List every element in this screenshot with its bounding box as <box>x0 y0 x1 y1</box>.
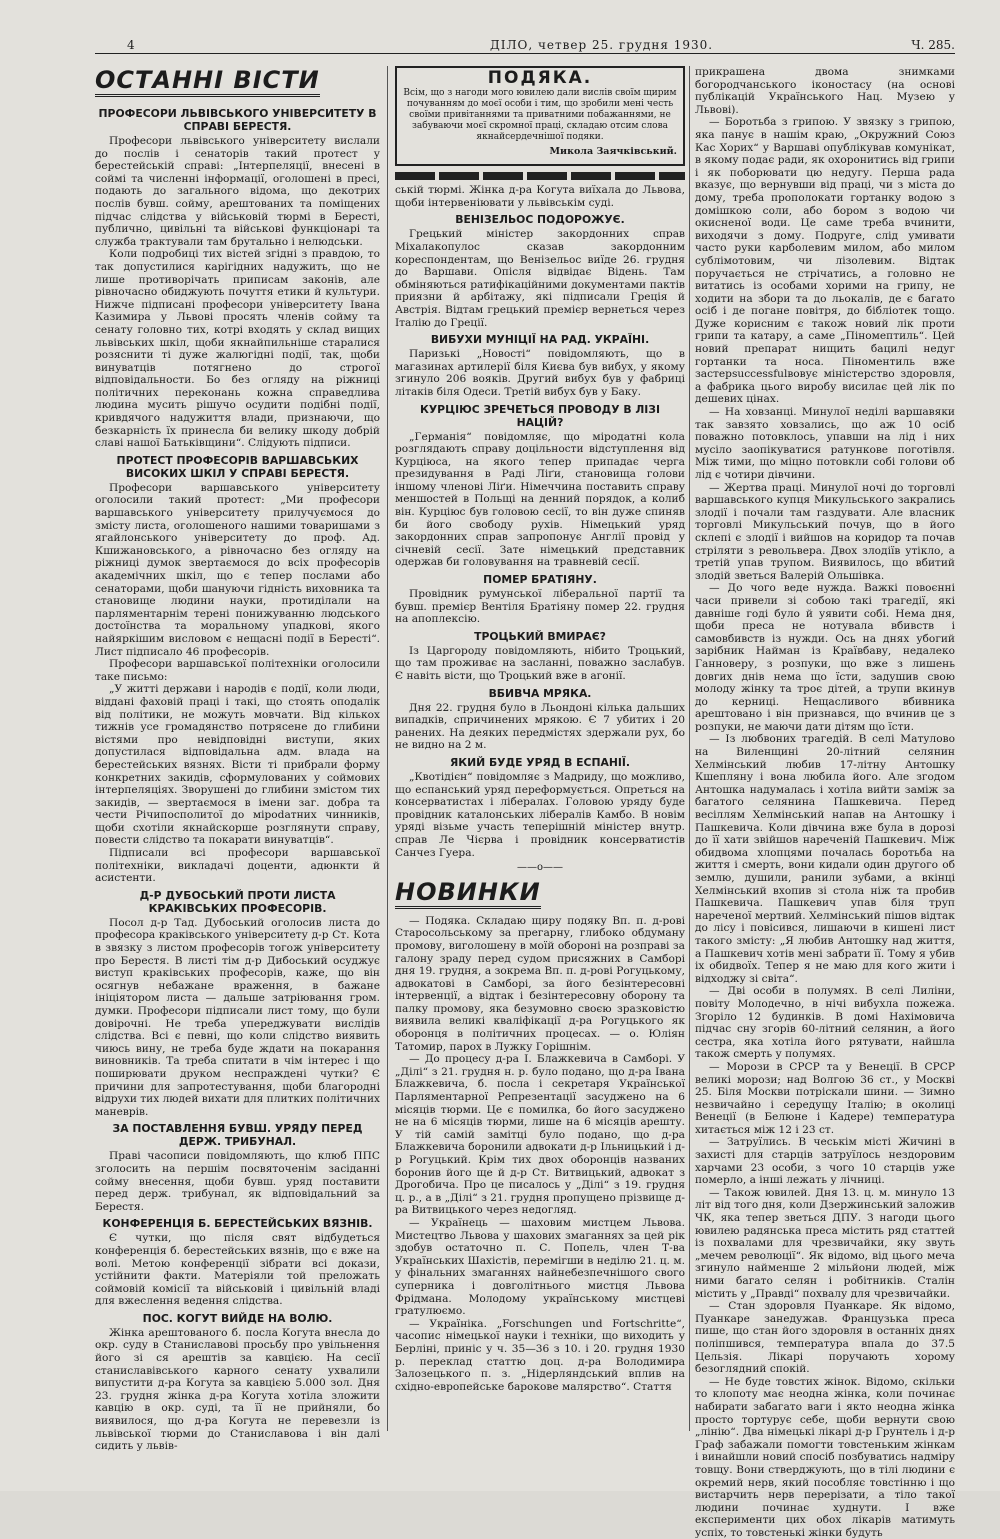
news-item: — Жертва праці. Минулої ночі до торговлі варшавського купця Микульського закрались злодії і почали там газдувати. Але власник торговлі Микульський почув, що в його склепі є злодії і вийшов на коридор та почав стріляти з револьвера. Двох злодіїв утікло, а третій упав трупом. Виявилось, що вбитий злодій зветься Валерій Ольшівка. <box>695 481 955 582</box>
news-item: прикрашена двома знимками богородчанського іконостасу (на основі публікацій Українського Нац. Музею у Львові). <box>695 66 955 116</box>
article-paragraph: ській тюрмі. Жінка д-ра Когута виїхала до Львова, щоби інтервеніювати у львівськім суді. <box>395 184 685 209</box>
news-item: — До процесу д-ра І. Блажкевича в Самборі. У „Ділі“ з 21. грудня н. р. було подано, що д-ра Івана Блажкевича, б. посла і секретаря Української Парляментарної Репрезентації засуджено на 6 місяців тюрми. Це є помилка, бо його засуджено не на 6 місяців тюрми, лише на 6 місяців арешту. У тій самій замітці було подано, що д-ра Блажкевича боронили адвокати д-р Ільницький і д-р Рогуцький. Крім тих двох оборонців названих боронив його ще й д-р Ст. Витвицький, адвокат з Дрогобича. Про це писалось у „Ділі“ з 19. грудня ц. р., а в „Ділі“ з 21. грудня пропущено прізвище д-ра Витвицького через недогляд. <box>395 1053 685 1217</box>
article-paragraph: Професори варшавського університету оголосили такий протест: „Ми професори варшавського університету прилучуємося до змісту листа, оголошеного нашими товаришами з ягайлонського університету до проф. Ад. Кшижановського, а рівночасно без огляду на ріжниці думок звертаємося до всіх професорів академічних шкіл, що є тепер послами або сенаторами, щоби шануючи гідність виховника та становище людини науки, протиділали на парляментарнім терені понижуванню людського достоїнства та моральному упадкові, якого найяркішим висловом є нещасні події в Бересті“. Лист підписало 46 професорів. <box>95 481 380 658</box>
article-paragraph: „У житті держави і народів є події, коли люди, віддані фаховій праці і такі, що стоять оподалік від політики, не можуть мовчати. Від кількох тижнів усе громадянство потрясене до глибини вістями про невідповідні виступи, яких допустилася відповідальна адм. влада на берестейських вязнях. Вісти ті прибрали форму конкретних закидів, сформулованих у соймових інтерпеляціях. Зворушені до глибини змістом тих закидів, — звертаємося в імени заг. добра та чести Річипосполитої до мірodатних чинників, щоби схотіли якнайскорше розглянути справу, повести слідство та покарати винуватців“. <box>95 683 380 847</box>
news-item: — Стан здоровля Пуанкаре. Як відомо, Пуанкаре занедужав. Французька преса пише, що стан його здоровля в останніх днях поліпшився, температура впала до 37.5 Цельзія. Лікарі поручають хорому безоглядний спокій. <box>695 1300 955 1376</box>
thanks-title: ПОДЯКА. <box>487 68 593 88</box>
article-paragraph: Професори львівського університету вислали до послів і сенаторів такий протест у берестейській справі: „Інтерпеляції, внесені в соймі та численні інформації, оголошені в пресі, подають до загального відома, що декотрих послів бувш. сойму, арештованих та поміщених підчас слідства у військовій тюрмі в Бересті, публично, цивільні та військові функціонарі та служба трактували там брутально і нелюдськи. <box>95 135 380 248</box>
article-heading: ПОС. КОГУТ ВИЙДЕ НА ВОЛЮ. <box>142 1311 333 1325</box>
column-2 <box>395 66 685 1431</box>
article-paragraph: Професори варшавської політехніки оголосили таке письмо: <box>95 658 380 683</box>
page-number: 4 <box>127 38 135 52</box>
news-item: — Боротьба з грипою. У звязку з грипою, яка панує в нашім краю, „Окружний Союз Кас Хорих“ у Варшаві опублікував комунікат, в якому подає ради, як охоронитись від грипи і як поборювати цю недугу. Перша рада вказує, що вернувши від праці, чи з міста до дому, треба прополокати гортанку водою з домішкою соли, або бором з водою чи окисненої води. Це саме треба вчинити, виходячи з дому. Подруге, слід умивати часто руки карболевим милом, або милом сублімотовим, чи лізолевим. Відтак поручається не стрічатись, а головно не витатись із особами хорими на грипу, не ходити на збори та до льокалів, де є багато осіб і де погане повітря, до бібліотек тощо. Дуже корисним є також новий лік проти грипи та катару, а саме „Піномептиль“. Цей новий препарат нищить бацилі недуг гортанки та носа. Піноментиль вже застерsuccessfulвовує міністерство здоровля, а фабрика цього виробу висилає цей лік по дешевих цінах. <box>695 116 955 406</box>
article-heading: Д-Р ДУБОСЬКИЙ ПРОТИ ЛИСТА КРАКІВСЬКИХ ПРОФЕСОРІВ. <box>139 888 336 915</box>
column-1 <box>95 66 380 1453</box>
article-paragraph: Із Царгороду повідомляють, нібито Троцький, що там проживає на засланні, поважно заслабув. Є навіть вісти, що Троцький вже в агонії. <box>395 644 685 682</box>
article-paragraph: Провідник румунської ліберальної партії та бувш. премієр Вентіля Братіяну помер 22. грудня на апоплексію. <box>395 588 685 626</box>
news-item: — Українець — шаховим мистцем Львова. Мистецтво Львова у шахових змаганнях за цей рік здобув остаточно п. С. Попель, член Т-ва Українських Шахістів, перемігши в неділю 21. ц. м. у фінальних змаганнях найнебезпечнішого свого суперника і довголітнього мистця Львова Фрідмана. Молодому українському мистцеві гратулюємо. <box>395 1216 685 1318</box>
decorative-divider <box>395 172 685 180</box>
section-separator: ——o—— <box>516 862 564 874</box>
article-paragraph: „Германія“ повідомляє, що міродатні кола розглядають справу доцільности відступлення від Курціюса, на якого тепер припадає черга президування в Раді Ліґи, становища голови іншому членові Ліґи. Німеччина поставить справу меншостей в Польщі на денний порядок, а колиб він. Курціюс був головою сесії, то він дуже спиняв би його свободу рухів. Німецький уряд закордонних справ запропонує Англії провід у січневій сесії. Зате німецький представник одержав би головування на травневій сесії. <box>395 430 685 569</box>
article-heading: ПРОТЕСТ ПРОФЕСОРІВ ВАРШАВСЬКИХ ВИСОКИХ ШКІЛ У СПРАВІ БЕРЕСТЯ. <box>116 453 359 480</box>
article-paragraph: Дня 22. грудня було в Льондоні кілька дальших випадків, спричинених мрякою. Є 7 убитих і 20 ранених. На деяких передмістях здержали рух, бо не видно на 2 м. <box>395 701 685 752</box>
article-heading: ВИБУХИ МУНІЦІЇ НА РАД. УКРАЇНІ. <box>430 333 650 347</box>
thanks-notice-box <box>395 66 685 166</box>
article-paragraph: Праві часописи повідомляють, що клюб ППС зголосить на першім посвяточенім засіданні сойму внесення, щоби бувш. уряд поставити перед держ. трибунал, як відповідальний за Берестя. <box>95 1150 380 1213</box>
masthead-date: ДІЛО, четвер 25. грудня 1930. <box>490 38 714 52</box>
article-heading: ТРОЦЬКИЙ ВМИРАЄ? <box>474 629 606 643</box>
article-paragraph: Є чутки, що після свят відбудеться конференція б. берестейських вязнів, що є вже на волі. Метою конференції зібрати всі докази, устійнити факти. Матеріяли той преложать соймовій комісії та військовій і цивільній владі для вжеслення ведення слідства. <box>95 1232 380 1308</box>
article-paragraph: Грецький міністер закордонних справ Міхалакопулос сказав закордонним кореспондентам, що Венізельос виїде 26. грудня до Варшави. Опісля відвідає Відень. Там обміняються ратифікаційними документами пактів приязни й арбітажу, які підписали Греція й Австрія. Відтам грецький премієр вернеться через Італію до Греції. <box>395 228 685 329</box>
article-paragraph: Паризькі „Новості“ повідомляють, що в магазинах артилерії біля Києва був вибух, у якому згинуло 206 вояків. Другий вибух був у фабриці літаків біля Одеси. Третій вибух був у Баку. <box>395 348 685 398</box>
news-item: — Також ювилей. Дня 13. ц. м. минуло 13 літ від того дня, коли Дзержинський заложив ЧК, яка тепер зветься ДПУ. З нагоди цього ювилею радянська преса містить ряд статтей із похвалами для чрезвичайки, яку звуть „мечем революції“. Як відомо, від цього меча згинуло найменше 2 мільйони людей, між ними багато селян і робітників. Сталін містить у „Правді“ похвалу для чрезвичайки. <box>695 1186 955 1300</box>
thanks-text: Всім, що з нагоди мого ювилею дали вислів своїм щирим почуванням до моєї особи і тим, що зробили мені честь своїми привітаннями та приватними побажаннями, не забуваючи моєї скромної праці, складаю отсим слова якнайсердечнішої подяки. <box>403 87 677 142</box>
news-item: — Дві особи в полумях. В селі Лиліни, повіту Молодечно, в нічі вибухла пожежа. Згоріло 12 будинків. В домі Нахімовича підчас сну згорів 60-літний селянин, а його сестра, яка хотіла його рятувати, найшла також смерть у полумях. <box>695 985 955 1061</box>
section-banner-latest-news: ОСТАННІ ВІСТИ <box>95 66 320 97</box>
article-heading: ВЕНІЗЕЛЬОС ПОДОРОЖУЄ. <box>455 213 625 227</box>
column-divider <box>387 66 388 1431</box>
news-item: — На ховзанці. Минулої неділі варшавяки так завзято ховзались, що аж 10 осіб поважно потовклось, упавши на лід і них мусіло заопікуватися ратункове поготівля. Між тими, що міцно потовкли собі голови об лід є чотири дівчини. <box>695 406 955 481</box>
article-heading: ПРОФЕСОРИ ЛЬВІВСЬКОГО УНІВЕРСИТЕТУ В СПРАВІ БЕРЕСТЯ. <box>98 107 377 133</box>
news-item: — Не буде товстих жінок. Відомо, скільки то клопоту має неодна жінка, коли починає набирати забагато ваги і якто неодна жінка просто тортурує себе, щоби вернути свою „лінію“. Два німецькі лікарі д-р Грунтель і д-р Граф забажали помогти товстеньким жінкам і винайшли новий спосіб позбуватись надміру товщу. Вони стверджують, що в тілі людини є окремий нерв, який пособляє товстінню і що вистарчить нерв перерізати, а тіло такої людини починає худнути. І вже експерименти цих обох лікарів матимуть успіх, то товстенькі жінки будуть <box>695 1375 955 1539</box>
issue-number: Ч. 285. <box>911 38 955 52</box>
header-rule <box>95 53 955 54</box>
article-heading: ЯКИЙ БУДЕ УРЯД В ЕСПАНІЇ. <box>449 755 631 769</box>
news-item: — До чого веде нужда. Важкі повоєнні часи привели зі собою такі трагедії, які давніше годі було й уявити собі. Нема дня, щоби преса не нотувала вбивств і самовбивств із нужди. Ось на днях убогий зарібник Найман із Краївбаву, недалеко Ганноверу, з розпуки, що вже з лишень довгих днів нема що їсти, задушив свою молоду жінку та троє дітей, а трупи вкинув до керниці. Нещасливого вбивника арештовано і він признався, що вчинив це з розпуки, не маючи дати дітям що їсти. <box>695 582 955 733</box>
article-paragraph: „Квотідієн“ повідомляє з Мадриду, що можливо, що еспанський уряд переформується. Опреться на консерватистах і лібералах. Головою уряду буде провідник каталонських лібералів Камбо. В новім уряді візьме участь теперішній міністер внутр. справ Ле Чієрва і провідник консерватистів Санчез Гуера. <box>395 770 685 859</box>
article-heading: КУРЦІЮС ЗРЕЧЕТЬСЯ ПРОВОДУ В ЛІЗІ НАЦІЙ? <box>420 402 660 429</box>
section-banner-news: НОВИНКИ <box>395 878 541 909</box>
page-header <box>95 36 955 58</box>
article-paragraph: Підписали всі професори варшавської політехніки, викладачі доценти, адюнкти й асистенти. <box>95 847 380 885</box>
article-paragraph: Коли подробиці тих вістей згідні з правдою, то так допустилися карігідних надужить, що не лише противорічать приписам законів, але рівночасно обиджують почуття етики й культури. Нижче підписані професори університету Івана Казимира у Львові просять членів сойму та сенату головно тих, котрі входять у склад вищих львівських шкіл, щоби якнайпильніше старалися розяснити ті дуже жалюгідні події, так, щоби винуватців потягнено до строгої відповідальности. Бо без огляду на ріжниці політичних переконань кожна справедлива людина мусить рішучо осудити подібні події, кривдячого надужиття влади, признаючи, що безкарність їх принесла би велику шкоду добрій славі нашої Батьківщини“. Слідують підписи. <box>95 248 380 450</box>
article-heading: КОНФЕРЕНЦІЯ Б. БЕРЕСТЕЙСЬКИХ ВЯЗНІВ. <box>102 1217 373 1231</box>
news-item: — Україніка. „Forschungen und Fortschritte“, часопис німецької науки і техніки, що виходить у Берліні, приніс у ч. 35—36 з 10. і 20. грудня 1930 р. переклад статтю доц. д-ра Володимира Залозецького п. з. „Нідерляндський вплив на східно-европейське барокове малярство“. Стаття <box>395 1317 685 1393</box>
column-divider <box>689 66 690 1431</box>
article-heading: ВБИВЧА МРЯКА. <box>488 686 592 700</box>
news-item: — Затруїлись. В чеськім місті Жичині в захисті для старців затруїлось нездоровим харчами 23 особи, з чого 10 старців уже померло, а інші лежать у лічниці. <box>695 1136 955 1187</box>
article-heading: ПОМЕР БРАТІЯНУ. <box>483 573 597 587</box>
article-heading: ЗА ПОСТАВЛЕННЯ БУВШ. УРЯДУ ПЕРЕД ДЕРЖ. ТРИБУНАЛ. <box>112 1122 363 1149</box>
article-paragraph: Посол д-р Тад. Дубоський оголосив листа до професора краківського університету д-р Ст. Кота в звязку з листом професорів тогож університету про Берестя. В листі тім д-р Дибоський осуджує виступ краківських професорів, каже, що він осягнув небажане враження, в бажане ініціятором листа — дальше затріювання гром. думки. Професори підписали лист тому, що були довірочні. Не треба упереджувати вислідів слідства. Всі є певні, що коли слідство виявить чиюсь вину, не треба буде ждати на покарання виновників. Та треба спитати в чім інтерес і що поширювати друком неспраждені чутки? Є причини для запротестування, щоби благородні відрухи тих людей вихати для плитких політичних маневрів. <box>95 916 380 1118</box>
article-paragraph: Жінка арештованого б. посла Когута внесла до окр. суду в Станиславові просьбу про увільнення його зі ся арештів за кавцією. На сесії станиславівського карного сенату ухвалили випустити д-ра Когута за кавцією 5.000 зол. Дня 23. грудня жінка д-ра Когута хотіла зложити кавцію в окр. суді, та її не прийняли, бо виявилося, що д-ра Когута не перевезли із львівської тюрми до Станиславова і він далі сидить у львів- <box>95 1326 380 1453</box>
news-item: — Подяка. Складаю щиру подяку Вп. п. д-рові Старосольському за прегарну, глибоко обдуману промову, виголошену в моїй обороні на розправі за галону зраду перед судом присяжних в Самборі дня 19. грудня, а зокрема Вп. п. д-рові Рогуцькому, адвокатові в Самборі, за його безінтересовні інтервенції, а відтак і безінтересовну оборону та палку промову, яка безумовно своєю зразковістю виявила великі кваліфікації д-ра Рогуцького як оборонця в політичних процесах. — о. Юліян Татомир, парох в Лужку Горішнім. <box>395 914 685 1053</box>
thanks-signature: Микола Заячківський. <box>549 145 677 157</box>
news-item: — Із любвоних трагедій. В селі Матулово на Виленщині 20-літний селянин Хелмінський любив 17-літну Антошку Кшепляну і вона любила його. Але згодом Антошка надумалась і хотіла вийти заміж за багатого селянина Пашкевича. Перед весіллям Хелмінський напав на Антошку і Пашкевича. Коли дівчина вже була в дорозі до її хати звійшов нареченій Пашкевич. Між обидвома хлопцями почалась боротьба на життя і смерть, вони кидали один другого об землю, душили, ранили зубами, а вкінці Хелмінський вхопив зі стола ніж та пробив Пашкевича. Пашкевич упав біля труп нареченої мертвий. Хелмінський пішов відтак до лісу і повісився, лишаючи в кишені лист такого змісту: „Я любив Антошку над життя, а Пашкевич хотів мені забрати її. Тому я убив іх обидвоїх. Тепер я не маю для кого жити і відходжу зі світа“. <box>695 733 955 985</box>
column-3 <box>695 66 955 1539</box>
news-item: — Морози в СРСР та у Венеції. В СРСР великі морози; над Волгою 36 ст., у Москві 25. Біля Москви потріскали шини. — Зимно незвичайно і середущу Італію; в околиці Венеції (в Белюне і Кадере) температура хитається між 12 і 23 ст. <box>695 1060 955 1136</box>
